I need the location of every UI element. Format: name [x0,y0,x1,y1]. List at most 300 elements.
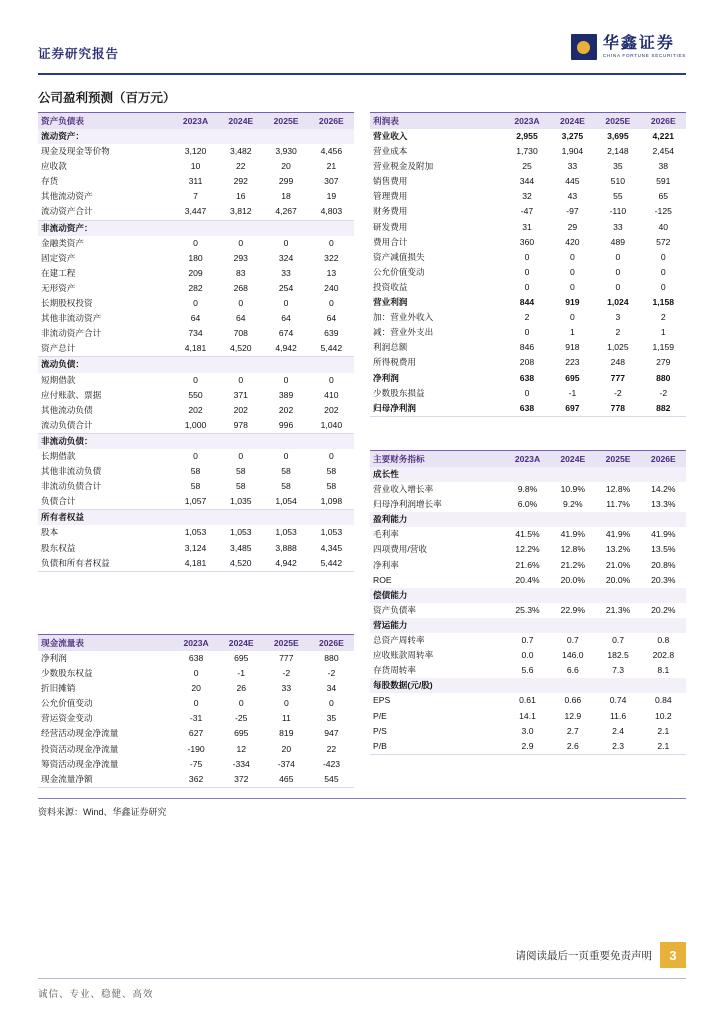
cell-value: 0 [283,374,289,385]
table-row [370,678,686,693]
row-label: 其他流动负债 [41,404,93,415]
cell-value: 5.6 [521,665,534,676]
row-label: 长期借款 [41,450,76,461]
cell-value: 58 [326,481,337,492]
cell-value: 5,442 [309,341,354,357]
logo-text-cn: 华鑫证券 [602,35,675,53]
table-row [370,648,686,663]
cell-value: 13 [326,267,337,278]
row-label: 筹资活动现金净流量 [41,758,119,769]
cell-value: 0 [238,450,244,461]
cell-value: 202.8 [652,650,675,661]
cell-value: 182.5 [607,650,629,661]
table-row [38,742,354,757]
cell-value: 33 [567,161,578,172]
table-row [38,341,354,357]
row-label: 在建工程 [41,267,76,278]
row-label: 其他流动资产 [41,191,93,202]
header-title: 证券研究报告 [38,47,120,61]
row-label: 短期借款 [41,374,76,385]
cell-value: 8.1 [657,665,670,676]
cell-value [173,129,218,144]
cell-value [173,510,218,526]
row-label: 负债和所有者权益 [38,556,173,572]
table-row [370,467,686,482]
cell-value: 202 [278,404,294,415]
cell-value: 0 [283,237,289,248]
cell-value: 0 [328,298,334,309]
cell-value: 0.7 [566,635,579,646]
table-row [38,510,354,526]
table-row [38,204,354,220]
row-label: P/S [373,725,387,736]
cell-value: 0 [283,450,289,461]
cell-value [309,220,354,236]
cell-value: 83 [236,267,246,278]
table-row [38,772,354,788]
cell-value: -2 [327,668,336,679]
cell-value: 4,181 [173,556,218,572]
cell-value: 3,888 [275,542,297,553]
cell-value: 695 [234,653,249,663]
cell-value: 268 [233,282,248,293]
cell-value: 978 [218,418,263,434]
cell-value: 918 [565,342,580,353]
cell-value: 0 [615,251,621,262]
cell-value: 10 [190,161,201,172]
table-row [38,189,354,204]
table-row [38,449,354,464]
row-label: 管理费用 [373,191,408,202]
cell-value: 420 [565,236,580,247]
table-row [370,401,686,417]
table-row [370,250,686,265]
column-header-4: 2026E [309,113,354,130]
cell-value: 58 [190,481,201,492]
cell-value: 734 [188,328,203,339]
cell-value [309,129,354,144]
cell-value: -110 [609,206,627,217]
cell-value: 638 [504,401,549,417]
cell-value: 0 [193,298,198,309]
cell-value [550,678,595,693]
cell-value [173,220,218,236]
cell-value: 20 [281,161,291,172]
cell-value: 22 [326,743,337,754]
cell-value: 0 [524,266,530,277]
table-row [38,266,354,281]
cell-value: 22.9% [560,604,585,615]
table-row [38,433,354,449]
cell-value: 58 [190,466,201,477]
cell-value: -374 [277,758,295,769]
cell-value: 248 [610,357,626,368]
row-label: P/B [370,739,505,755]
cell-value: 180 [188,252,203,263]
cell-value: 0 [328,450,334,461]
cell-value: 9.8% [517,484,538,495]
row-label: 销售费用 [373,176,408,187]
cell-value: 4,345 [320,542,343,553]
cell-value: 1,035 [218,494,263,510]
cell-value: 947 [324,728,339,739]
cell-value: 20.2% [651,604,676,615]
cell-value: 0 [193,450,198,461]
cell-value: 3,812 [218,204,263,220]
cell-value: -1 [237,668,246,679]
cell-value [641,467,686,482]
cell-value: 13.3% [651,499,676,510]
row-label: 资产负债率 [373,604,416,615]
cell-value: 31 [522,221,532,232]
table-row [38,681,354,696]
row-label: 折旧摊销 [41,683,76,694]
company-logo [571,30,686,64]
page-number: 3 [660,942,686,968]
cell-value: 638 [188,653,204,663]
cell-value: 5,442 [309,556,354,572]
source-divider [38,798,686,799]
row-label: 公允价值变动 [41,698,93,709]
table-row [38,388,354,403]
table-row [370,144,686,159]
cell-value: 3 [615,312,621,323]
table-row [370,159,686,174]
table-row [370,310,686,325]
cell-value: 12.8% [605,484,631,495]
cell-value [505,618,550,633]
row-label: 公允价值变动 [373,266,425,277]
row-label: 四项费用/营收 [373,544,427,555]
cell-value: 2.4 [612,725,625,736]
row-label: 流动资产合计 [38,204,173,220]
cell-value: 846 [519,342,535,353]
cell-value: 0 [328,237,334,248]
cell-value: 0 [524,281,530,292]
cell-value [173,433,218,449]
cell-value: 371 [233,389,248,400]
cell-value: 41.9% [651,529,676,540]
cell-value [218,220,263,236]
cell-value: 2.1 [657,725,670,736]
cell-value: -1 [568,387,577,398]
cell-value: 1,904 [561,146,584,157]
cell-value: 7 [193,191,198,202]
cell-value: 2.9 [505,739,550,755]
cell-value: 58 [281,466,291,477]
cell-value: 20.3% [651,574,676,585]
cell-value: 2.1 [641,739,686,755]
cell-value: 0 [524,251,530,262]
row-label: 归母净利润增长率 [373,499,442,510]
cell-value: 20.0% [560,574,585,585]
table-row [370,558,686,573]
cell-value: 11.7% [606,499,630,510]
column-header-3: 2025E [595,451,640,468]
cell-value: 0 [328,374,334,385]
cell-value: 639 [324,328,339,339]
cell-value [505,467,550,482]
cell-value: 0 [329,698,334,709]
cell-value [309,510,354,526]
row-label: 固定资产 [41,252,76,263]
cell-value: 2,454 [652,146,675,157]
row-label: 偿债能力 [370,588,505,603]
cell-value: 20 [281,743,292,754]
cell-value [550,467,595,482]
cell-value: 410 [324,389,339,400]
cell-value: 0.84 [654,695,672,706]
cell-value: -334 [232,758,250,769]
cell-value: 4,520 [218,341,263,357]
row-label: 成长性 [370,467,505,482]
row-label: 金融类资产 [41,237,84,248]
row-label: 少数股东权益 [41,668,93,679]
footer-divider [38,978,686,979]
cell-value: 2 [615,327,621,338]
table-row [38,541,354,556]
cell-value [218,129,263,144]
cell-value [309,433,354,449]
column-header-4: 2026E [641,113,686,130]
row-label: EPS [373,695,391,706]
row-label: 每股数据(元/股) [370,678,505,693]
row-label: 少数股东损益 [373,387,425,398]
cell-value [550,512,595,527]
cell-value: 324 [278,252,294,263]
cell-value: 14.1 [519,710,536,721]
cell-value: 33 [281,683,292,694]
cell-value: 627 [188,728,204,739]
cell-value: 4,221 [652,131,675,141]
cell-value: -125 [654,206,672,217]
cell-value: 4,942 [263,341,308,357]
cell-value: 777 [610,372,626,383]
cell-value: 11.6 [610,710,627,721]
cell-value: 3,930 [275,146,297,157]
cell-value: 778 [595,401,640,417]
table-row [38,281,354,296]
cell-value: 389 [278,389,294,400]
row-label: 所得税费用 [373,357,416,368]
cell-value: 292 [233,176,248,187]
table-row [38,494,354,510]
table-row [38,651,354,666]
row-label: 营业收入增长率 [373,484,434,495]
cell-value: 489 [610,236,626,247]
row-label: 其他非流动资产 [41,313,102,324]
cell-value: 2.3 [595,739,640,755]
cell-value [218,510,263,526]
table-row [370,739,686,755]
cell-value [550,618,595,633]
cell-value: 591 [656,176,671,187]
cell-value [505,512,550,527]
cell-value: 1,054 [263,494,308,510]
cell-value: 1,053 [184,527,207,538]
table-row [370,633,686,648]
cell-value: -423 [322,758,341,769]
cell-value: 0 [570,281,575,292]
cell-value: 0 [193,237,198,248]
cell-value: 29 [567,221,578,232]
table-row [38,251,354,266]
row-label: 应收款 [41,161,67,172]
row-label: 股东权益 [41,542,76,553]
cell-value: 21.3% [605,604,631,615]
cell-value: 445 [565,176,580,187]
cell-value: 674 [278,328,294,339]
table-balance-sheet [38,112,354,572]
table-header-row [38,113,354,130]
column-header-3: 2025E [595,113,640,130]
cell-value: 64 [281,313,291,324]
cell-value: 279 [656,357,671,368]
cell-value [263,357,308,373]
cell-value: 202 [188,404,203,415]
cell-value: 20 [191,683,201,694]
cell-value: 4,803 [309,204,354,220]
cell-value: 0 [570,251,575,262]
row-label: 无形资产 [41,282,76,293]
table-title: 主要财务指标 [370,451,505,468]
cell-value: 0 [238,698,244,709]
row-label: 应付账款、票据 [41,389,102,400]
row-label: 利润总额 [373,342,408,353]
row-label: 应收账款周转率 [373,650,434,661]
cell-value: 1 [570,327,575,338]
row-label: 费用合计 [373,236,408,247]
cell-value: 34 [326,683,337,694]
table-row [370,527,686,542]
cell-value: 4,942 [263,556,308,572]
cell-value: 55 [613,191,623,202]
table-row [370,325,686,340]
cell-value [641,588,686,603]
table-row [370,482,686,497]
cell-value: 293 [233,252,248,263]
cell-value: 1,159 [652,342,675,353]
cell-value: 311 [188,176,203,187]
column-header-2: 2024E [550,451,595,468]
cell-value: 0 [283,298,289,309]
row-label: 非流动资产： [38,220,173,236]
cell-value: 32 [522,191,532,202]
cell-value: 22 [236,161,246,172]
cell-value: 880 [324,653,339,663]
cell-value: 0 [524,327,530,338]
table-row [370,371,686,386]
table-row [370,386,686,401]
cell-value: -97 [566,206,579,217]
header-divider [38,73,686,75]
cell-value: 41.9% [605,529,631,540]
cell-value: 3,447 [173,204,218,220]
cell-value: 0.8 [657,635,670,646]
cell-value: 202 [324,404,339,415]
cell-value: 638 [519,372,535,383]
row-label: 非流动负债： [38,433,173,449]
cell-value: 0.7 [612,635,625,646]
cell-value: 58 [326,466,337,477]
cell-value: 344 [519,176,535,187]
cell-value [641,678,686,693]
cell-value: 7.3 [612,665,625,676]
cell-value: 1,057 [173,494,218,510]
cell-value: 322 [324,252,339,263]
table-row [370,497,686,512]
table-row [370,265,686,280]
cell-value: 240 [324,282,339,293]
cell-value: 20.0% [605,574,631,585]
cell-value [595,467,640,482]
footer-disclaimer: 请阅读最后一页重要免责声明 [515,950,652,962]
cell-value: 10.2 [654,710,672,721]
cell-value: 40 [658,221,669,232]
table-row [38,418,354,434]
cell-value: 58 [236,481,246,492]
source-note: 资料来源：Wind、华鑫证券研究 [38,807,167,817]
column-header-2: 2024E [219,635,264,652]
cell-value: 4,267 [263,204,308,220]
cell-value: 545 [309,772,354,788]
cell-value [218,357,263,373]
cell-value: 0 [615,281,621,292]
cell-value: 254 [278,282,294,293]
table-row [370,174,686,189]
cell-value: -2 [282,668,291,679]
cell-value: 1,025 [607,342,629,353]
cell-value: 1,024 [607,297,629,308]
cell-value: 33 [613,221,623,232]
cell-value [595,588,640,603]
table-row [38,757,354,772]
row-label: 现金及现金等价物 [41,146,110,157]
cell-value: 362 [174,772,219,788]
row-label: 营业成本 [373,146,408,157]
cell-value: 510 [610,176,626,187]
cell-value: 996 [263,418,308,434]
row-label: 投资活动现金净流量 [41,743,119,754]
row-label: 盈利能力 [370,512,505,527]
cell-value: 819 [279,728,294,739]
cell-value: 0 [660,266,666,277]
cell-value: 209 [188,267,203,278]
cell-value: -75 [189,758,203,769]
column-header-4: 2026E [641,451,686,468]
table-row [370,618,686,633]
table-row [370,204,686,219]
cell-value: 1,158 [652,297,675,308]
cell-value: 64 [236,313,246,324]
cell-value: 1,098 [309,494,354,510]
table-row [370,542,686,557]
cell-value: 372 [219,772,264,788]
cell-value: 0.7 [521,635,534,646]
row-label: 长期股权投资 [41,298,93,309]
row-label: 经营活动现金净流量 [41,728,119,739]
cell-value: -190 [187,743,205,754]
cell-value: 0 [660,251,666,262]
table-row [38,479,354,494]
cell-value: 695 [565,372,580,383]
cell-value [505,588,550,603]
row-label: 所有者权益 [38,510,173,526]
table-row [370,340,686,355]
table-header-row [370,451,686,468]
cell-value: 0 [570,266,575,277]
cell-value: 1 [660,327,666,338]
